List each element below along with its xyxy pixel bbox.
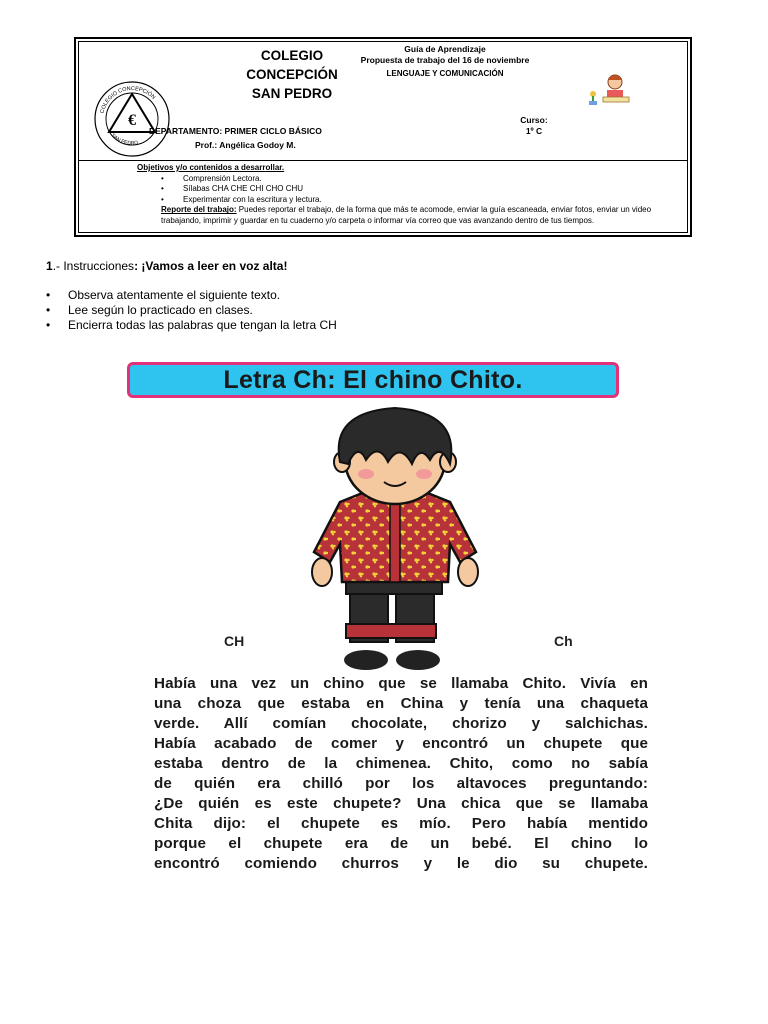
- story-line: porque el chupete era de un bebé. El chino lo: [154, 835, 648, 852]
- story-line: verde. Allí comían chocolate, chorizo y salchichas.: [154, 715, 648, 732]
- objective-item: • Comprensión Lectora.: [183, 174, 683, 185]
- reading-child-icon: [585, 70, 635, 106]
- story-line: de quién era chilló por los altavoces preguntando:: [154, 775, 648, 792]
- instructions-number: 1: [46, 259, 53, 273]
- story-line: encontró comiendo churros y le dio su chupete.: [154, 855, 648, 872]
- course-label: Curso:: [520, 115, 548, 125]
- report-label: Reporte del trabajo:: [161, 205, 237, 215]
- teacher-label: Prof.: Angélica Godoy M.: [195, 140, 296, 150]
- subject-label: LENGUAJE Y COMUNICACIÓN: [386, 69, 504, 78]
- instruction-item: • Observa atentamente el siguiente texto.: [46, 288, 337, 303]
- guide-title: Guía de Aprendizaje: [404, 44, 486, 54]
- story-line: Había acabado de comer y encontró un chupete que: [154, 735, 648, 752]
- instructions-highlight: : ¡Vamos a leer en voz alta!: [134, 259, 288, 273]
- guide-subtitle: Propuesta de trabajo del 16 de noviembre: [360, 55, 530, 65]
- school-name-line: COLEGIO: [260, 48, 324, 63]
- story-line: Chita dijo: el chupete es mío. Pero había mentido: [154, 815, 648, 832]
- story-line: Había una vez un chino que se llamaba Chito. Vivía en: [154, 675, 648, 692]
- instruction-item: • Lee según lo practicado en clases.: [46, 303, 337, 318]
- instructions-list: [46, 288, 337, 333]
- instruction-item: • Encierra todas las palabras que tengan la letra CH: [46, 318, 337, 333]
- letter-label-lower: Ch: [554, 633, 573, 649]
- instructions-prefix: .- Instrucciones: [52, 259, 135, 273]
- header-inner-frame: [78, 41, 688, 233]
- svg-text:COLEGIO CONCEPCIÓN: COLEGIO CONCEPCIÓN: [99, 85, 157, 115]
- svg-text:SAN PEDRO: SAN PEDRO: [109, 132, 139, 147]
- story-line: estaba dentro de la chimenea. Chito, como no sabía: [154, 755, 648, 772]
- story-line: ¿De quién es este chupete? Una chica que se llamaba: [154, 795, 648, 812]
- department-label: DEPARTAMENTO: PRIMER CICLO BÁSICO: [149, 126, 322, 136]
- guide-heading: [335, 44, 555, 66]
- header-box: [74, 37, 692, 237]
- objective-item: • Sílabas CHA CHE CHI CHO CHU: [183, 184, 683, 195]
- instructions-heading: [46, 259, 287, 273]
- worksheet-title-banner: Letra Ch: El chino Chito.: [127, 362, 619, 398]
- story-line: una choza que estaba en China y tenía una chaqueta: [154, 695, 648, 712]
- objective-item: • Experimentar con la escritura y lectura.: [183, 195, 683, 206]
- report-paragraph: [137, 205, 683, 226]
- report-text: Puedes reportar el trabajo, de la forma que más te acomode, enviar la guía escaneada, enviar fotos, enviar un video trabajando, imprimir y guardar en tu cuaderno y/o carpeta o informar vía correo que vas avanzando dentro de tus tiempos.: [161, 205, 652, 225]
- chinese-boy-illustration: [300, 402, 490, 674]
- objectives-list: [137, 174, 683, 206]
- letter-label-upper: CH: [224, 633, 245, 649]
- school-logo: [93, 80, 171, 158]
- header-divider: [79, 160, 687, 161]
- school-name-line: CONCEPCIÓN: [246, 67, 338, 82]
- course-value: 1º C: [525, 126, 543, 136]
- school-name-line: SAN PEDRO: [251, 86, 333, 101]
- objectives-section: [137, 163, 683, 227]
- course-info: [499, 115, 569, 137]
- svg-text:€: €: [128, 112, 136, 129]
- objectives-title: Objetivos y/o contenidos a desarrollar.: [137, 163, 285, 172]
- story-text: [154, 674, 648, 874]
